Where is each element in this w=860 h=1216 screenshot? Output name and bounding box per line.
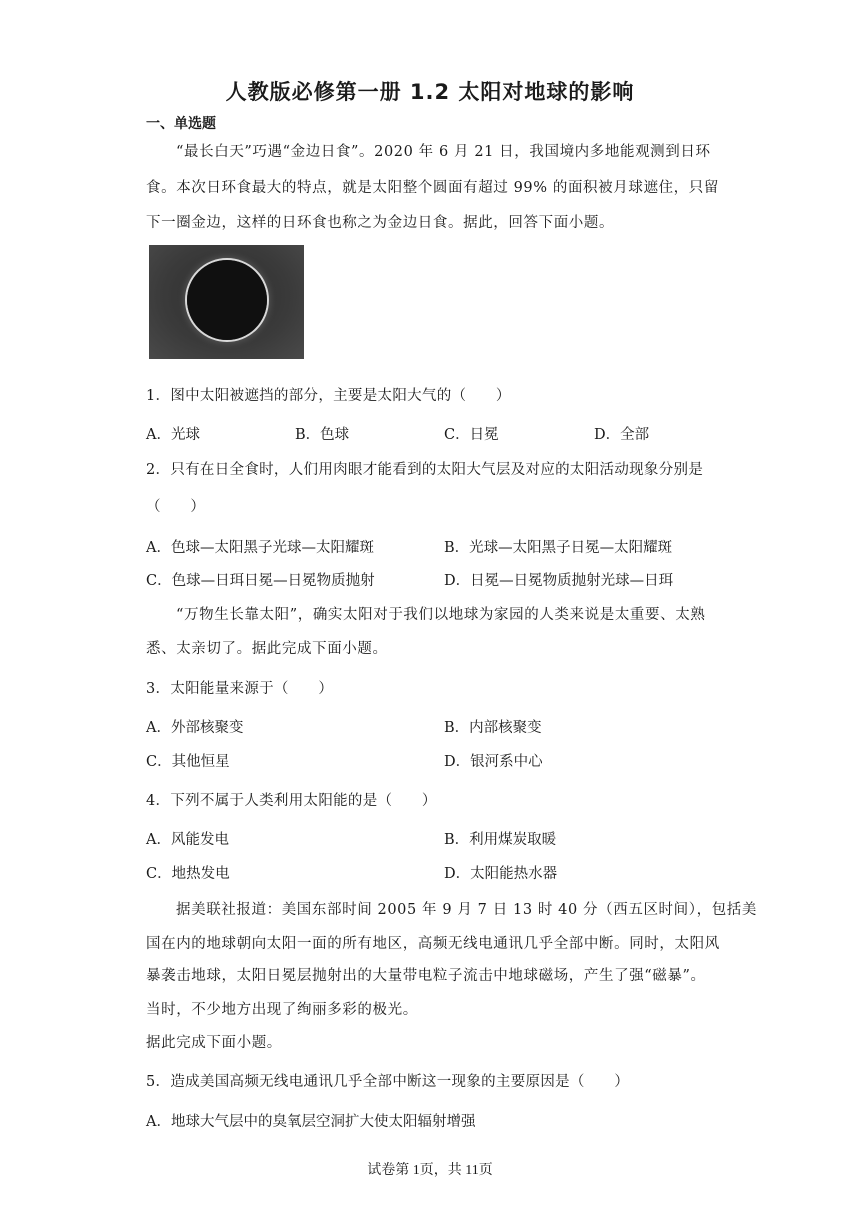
- page-footer: 试卷第 1页，共 11页: [367, 1163, 493, 1178]
- q5-option-a[interactable]: A．地球大气层中的臭氧层空洞扩大使太阳辐射增强: [146, 1114, 476, 1130]
- passage2-line: 悉、太亲切了。据此完成下面小题。: [146, 641, 388, 657]
- passage3-line: 据此完成下面小题。: [146, 1035, 282, 1051]
- passage1-line: 下一圈金边，这样的日环食也称之为金边日食。据此，回答下面小题。: [146, 215, 615, 231]
- q2-option-b[interactable]: B．光球—太阳黑子日冕—太阳耀斑: [444, 540, 673, 556]
- q4-option-a[interactable]: A．风能发电: [146, 832, 229, 848]
- page-title: 人教版必修第一册 1.2 太阳对地球的影响: [225, 80, 635, 104]
- passage3-line: 当时，不少地方出现了绚丽多彩的极光。: [146, 1002, 418, 1018]
- eclipse-photo: [149, 245, 304, 359]
- q4-option-b[interactable]: B．利用煤炭取暖: [444, 832, 557, 848]
- q1-option-c[interactable]: C．日冕: [444, 427, 499, 443]
- passage1-line: 食。本次日环食最大的特点，就是太阳整个圆面有超过 99% 的面积被月球遮住，只留: [146, 180, 719, 196]
- q4-option-c[interactable]: C．地热发电: [146, 866, 230, 882]
- passage3-line: 国在内的地球朝向太阳一面的所有地区，高频无线电通讯几乎全部中断。同时，太阳风: [146, 936, 720, 952]
- passage2-line: “万物生长靠太阳”，确实太阳对于我们以地球为家园的人类来说是太重要、太熟: [176, 607, 706, 623]
- question-4-stem: 4．下列不属于人类利用太阳能的是（ ）: [146, 793, 437, 809]
- annular-eclipse-icon: [149, 245, 304, 359]
- q3-option-a[interactable]: A．外部核聚变: [146, 720, 244, 736]
- passage1-line: “最长白天”巧遇“金边日食”。2020 年 6 月 21 日，我国境内多地能观测到日环: [176, 144, 711, 160]
- q2-option-d[interactable]: D．日冕—日冕物质抛射光球—日珥: [444, 573, 674, 589]
- question-2-stem: 2．只有在日全食时，人们用肉眼才能看到的太阳大气层及对应的太阳活动现象分别是: [146, 462, 704, 478]
- q1-option-a[interactable]: A．光球: [146, 427, 200, 443]
- q4-option-d[interactable]: D．太阳能热水器: [444, 866, 558, 882]
- q3-option-b[interactable]: B．内部核聚变: [444, 720, 542, 736]
- question-1-stem: 1．图中太阳被遮挡的部分，主要是太阳大气的（ ）: [146, 388, 511, 404]
- question-5-stem: 5．造成美国高频无线电通讯几乎全部中断这一现象的主要原因是（ ）: [146, 1074, 630, 1090]
- q2-option-a[interactable]: A．色球—太阳黑子光球—太阳耀斑: [146, 540, 374, 556]
- question-2-stem-cont: （ ）: [146, 499, 206, 515]
- q3-option-c[interactable]: C．其他恒星: [146, 754, 230, 770]
- q1-option-d[interactable]: D．全部: [594, 427, 650, 443]
- q1-option-b[interactable]: B．色球: [295, 427, 350, 443]
- q3-option-d[interactable]: D．银河系中心: [444, 754, 543, 770]
- section-heading: 一、单选题: [146, 116, 216, 132]
- q2-option-c[interactable]: C．色球—日珥日冕—日冕物质抛射: [146, 573, 375, 589]
- passage3-line: 暴袭击地球，太阳日冕层抛射出的大量带电粒子流击中地球磁场，产生了强“磁暴”。: [146, 968, 706, 984]
- question-3-stem: 3．太阳能量来源于（ ）: [146, 681, 334, 697]
- passage3-line: 据美联社报道：美国东部时间 2005 年 9 月 7 日 13 时 40 分（西五区时间），包括美: [176, 902, 757, 918]
